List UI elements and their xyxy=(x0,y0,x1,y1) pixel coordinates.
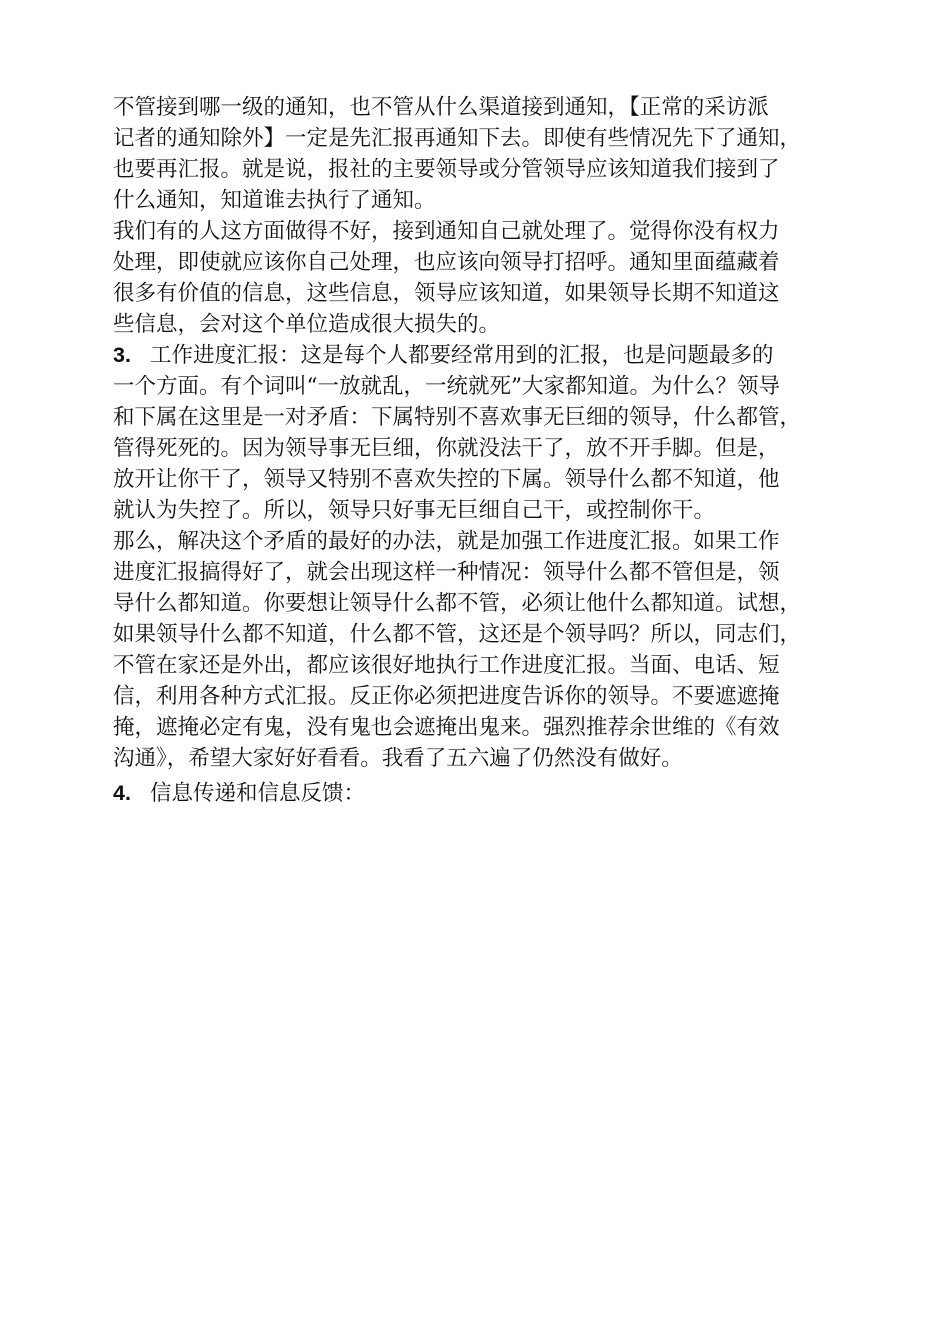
text-line: 些信息，会对这个单位造成很大损失的。 xyxy=(113,312,501,337)
text-line: 沟通》，希望大家好好看看。我看了五六遍了仍然没有做好。 xyxy=(113,746,683,771)
paragraph-solution xyxy=(113,526,843,774)
text-line: 信息传递和信息反馈： xyxy=(150,781,366,806)
paragraph-notification-report xyxy=(113,92,843,216)
text-line: 也要再汇报。就是说，报社的主要领导或分管领导应该知道我们接到了 xyxy=(113,157,780,182)
text-line: 一个方面。有个词叫“一放就乱，一统就死”大家都知道。为什么？领导 xyxy=(113,374,780,399)
text-line: 很多有价值的信息，这些信息，领导应该知道，如果领导长期不知道这 xyxy=(113,281,780,306)
text-line: 如果领导什么都不知道，什么都不管，这还是个领导吗？所以，同志们， xyxy=(113,622,802,647)
section-progress-report xyxy=(113,340,843,526)
text-line: 进度汇报搞得好了，就会出现这样一种情况：领导什么都不管但是，领 xyxy=(113,560,780,585)
text-line: 不管在家还是外出，都应该很好地执行工作进度汇报。当面、电话、短 xyxy=(113,653,780,678)
text-line: 处理，即使就应该你自己处理，也应该向领导打招呼。通知里面蕴藏着 xyxy=(113,250,780,275)
section-information-feedback xyxy=(113,778,843,809)
text-line: 我们有的人这方面做得不好，接到通知自己就处理了。觉得你没有权力 xyxy=(113,219,780,244)
text-line: 什么通知，知道谁去执行了通知。 xyxy=(113,188,436,213)
text-line: 掩，遮掩必定有鬼，没有鬼也会遮掩出鬼来。强烈推荐余世维的《有效 xyxy=(113,715,780,740)
text-line: 就认为失控了。所以，领导只好事无巨细自己干，或控制你干。 xyxy=(113,498,716,523)
text-line: 导什么都知道。你要想让领导什么都不管，必须让他什么都知道。试想， xyxy=(113,591,802,616)
text-line: 和下属在这里是一对矛盾：下属特别不喜欢事无巨细的领导，什么都管， xyxy=(113,405,802,430)
text-line: 那么，解决这个矛盾的最好的办法，就是加强工作进度汇报。如果工作 xyxy=(113,529,780,554)
text-line: 信，利用各种方式汇报。反正你必须把进度告诉你的领导。不要遮遮掩 xyxy=(113,684,780,709)
section-number: 4. xyxy=(113,781,131,805)
document-body xyxy=(113,92,843,809)
section-number: 3. xyxy=(113,343,131,367)
section-heading-line xyxy=(113,778,843,809)
paragraph-handling-notice xyxy=(113,216,843,340)
text-line: 记者的通知除外】一定是先汇报再通知下去。即使有些情况先下了通知， xyxy=(113,126,802,151)
text-line: 不管接到哪一级的通知，也不管从什么渠道接到通知，【正常的采访派 xyxy=(113,95,769,120)
text-line: 工作进度汇报：这是每个人都要经常用到的汇报，也是问题最多的 xyxy=(150,343,774,368)
section-heading-line xyxy=(113,340,843,371)
text-line: 放开让你干了，领导又特别不喜欢失控的下属。领导什么都不知道，他 xyxy=(113,467,780,492)
text-line: 管得死死的。因为领导事无巨细，你就没法干了，放不开手脚。但是， xyxy=(113,436,780,461)
